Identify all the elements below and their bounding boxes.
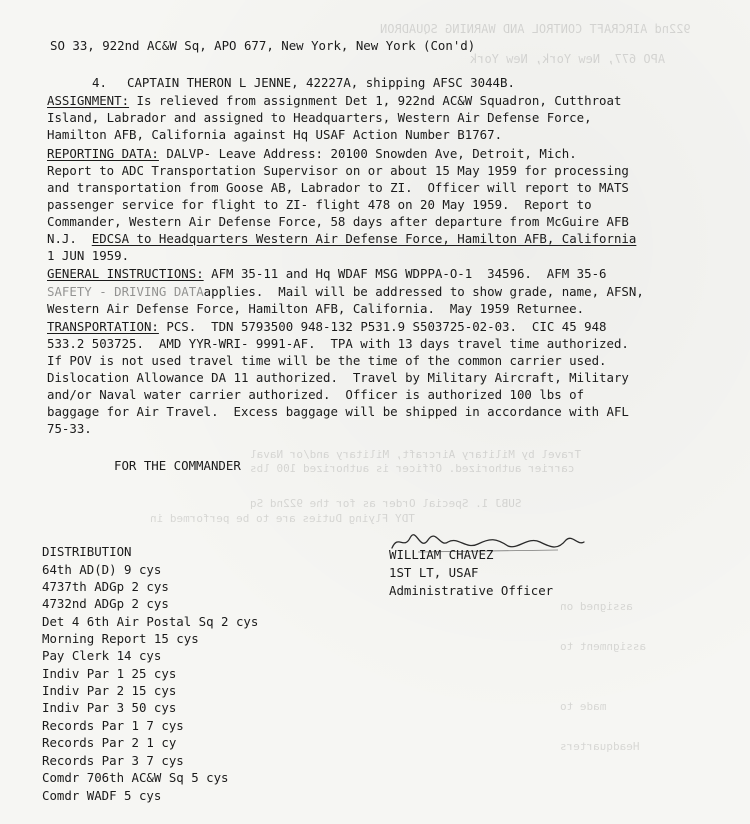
- reporting-date: 1 JUN 1959.: [47, 248, 130, 263]
- transportation-text: and/or Naval water carrier authorized. Officer is authorized 100 lbs of: [47, 387, 585, 402]
- transportation-text: Dislocation Allowance DA 11 authorized. Travel by Military Aircraft, Military: [47, 370, 629, 385]
- general-prefix: SAFETY - DRIVING DATA: [47, 284, 204, 299]
- distribution-item: Morning Report 15 cys: [42, 631, 199, 646]
- bleed-through-text: made to: [560, 700, 607, 713]
- distribution-item: Pay Clerk 14 cys: [42, 648, 162, 663]
- transportation-text: 75-33.: [47, 421, 92, 436]
- paragraph-subject: CAPTAIN THERON L JENNE, 42227A, shipping AFSC 3044B.: [127, 75, 515, 90]
- distribution-item: 4732nd ADGp 2 cys: [42, 596, 169, 611]
- reporting-text: DALVP- Leave Address: 20100 Snowden Ave, Detroit, Mich.: [158, 146, 577, 161]
- general-text: Western Air Defense Force, Hamilton AFB, California. May 1959 Returnee.: [47, 301, 585, 316]
- bleed-through-text: carrier authorized. Officer is authorized 100 lbs: [250, 462, 575, 475]
- bleed-through-text: TDY Flying Duties are to be performed in: [150, 512, 415, 525]
- reporting-text: Commander, Western Air Defense Force, 58 days after departure from McGuire AFB: [47, 214, 629, 229]
- bleed-through-text: assignment to: [560, 640, 647, 653]
- general-line-2: [47, 286, 644, 298]
- general-label: GENERAL INSTRUCTIONS:: [47, 266, 204, 281]
- reporting-edcsa: EDCSA to Headquarters Western Air Defense Force, Hamilton AFB, California: [91, 231, 637, 246]
- transportation-label: TRANSPORTATION:: [47, 319, 159, 334]
- transportation-text: PCS. TDN 5793500 948-132 P531.9 S503725-02-03. CIC 45 948: [158, 319, 607, 334]
- document-header: SO 33, 922nd AC&W Sq, APO 677, New York, New York (Con'd): [50, 38, 476, 53]
- reporting-edcsa-line: [47, 233, 636, 245]
- reporting-section: [47, 148, 577, 160]
- distribution-item: Records Par 3 7 cys: [42, 753, 184, 768]
- assignment-text: Hamilton AFB, California against Hq USAF Action Number B1767.: [47, 127, 503, 142]
- distribution-item: Indiv Par 1 25 cys: [42, 666, 177, 681]
- distribution-heading: DISTRIBUTION: [42, 544, 132, 559]
- assignment-label: ASSIGNMENT:: [47, 93, 130, 108]
- reporting-label: REPORTING DATA:: [47, 146, 159, 161]
- reporting-text: Report to ADC Transportation Supervisor on or about 15 May 1959 for processing: [47, 163, 629, 178]
- distribution-item: Indiv Par 3 50 cys: [42, 700, 177, 715]
- distribution-item: 64th AD(D) 9 cys: [42, 562, 162, 577]
- reporting-text: passenger service for flight to ZI- flight 478 on 20 May 1959. Report to: [47, 197, 592, 212]
- transportation-text: baggage for Air Travel. Excess baggage will be shipped in accordance with AFL: [47, 404, 629, 419]
- transportation-text: If POV is not used travel time will be the time of the common carrier used.: [47, 353, 607, 368]
- assignment-section: [47, 95, 621, 107]
- assignment-text: Island, Labrador and assigned to Headquarters, Western Air Defense Force,: [47, 110, 592, 125]
- bleed-through-text: SUBJ 1. Special Order as for the 922nd Sq: [250, 497, 522, 510]
- signer-rank: 1ST LT, USAF: [389, 565, 479, 580]
- distribution-item: Records Par 2 1 cy: [42, 735, 177, 750]
- general-text: AFM 35-11 and Hq WDAF MSG WDPPA-O-1 34596. AFM 35-6: [203, 266, 607, 281]
- paragraph-number: 4.: [92, 75, 107, 90]
- distribution-item: Comdr 706th AC&W Sq 5 cys: [42, 770, 229, 785]
- bleed-through-text: 922nd AIRCRAFT CONTROL AND WARNING SQUADRON: [380, 22, 691, 36]
- distribution-item: Comdr WADF 5 cys: [42, 788, 162, 803]
- assignment-text: Is relieved from assignment Det 1, 922nd AC&W Squadron, Cutthroat: [129, 93, 622, 108]
- distribution-item: Records Par 1 7 cys: [42, 718, 184, 733]
- signer-name: WILLIAM CHAVEZ: [389, 547, 494, 562]
- distribution-item: Det 4 6th Air Postal Sq 2 cys: [42, 614, 259, 629]
- transportation-section: [47, 321, 607, 333]
- distribution-item: 4737th ADGp 2 cys: [42, 579, 169, 594]
- transportation-text: 533.2 503725. AMD YYR-WRI- 9991-AF. TPA with 13 days travel time authorized.: [47, 336, 629, 351]
- general-text: applies. Mail will be addressed to show grade, name, AFSN,: [203, 284, 644, 299]
- reporting-text: and transportation from Goose AB, Labrador to ZI. Officer will report to MATS: [47, 180, 629, 195]
- bleed-through-text: assigned on: [560, 600, 633, 613]
- signer-title: Administrative Officer: [389, 583, 554, 598]
- distribution-item: Indiv Par 2 15 cys: [42, 683, 177, 698]
- general-section: [47, 268, 607, 280]
- reporting-nj: N.J.: [47, 231, 92, 246]
- bleed-through-text: Headquarters: [560, 740, 640, 753]
- for-the-commander: FOR THE COMMANDER: [114, 458, 241, 473]
- bleed-through-text: Travel by Military Aircraft, Military and/or Naval: [250, 448, 582, 461]
- bleed-through-text: APO 677, New York, New York: [470, 52, 666, 66]
